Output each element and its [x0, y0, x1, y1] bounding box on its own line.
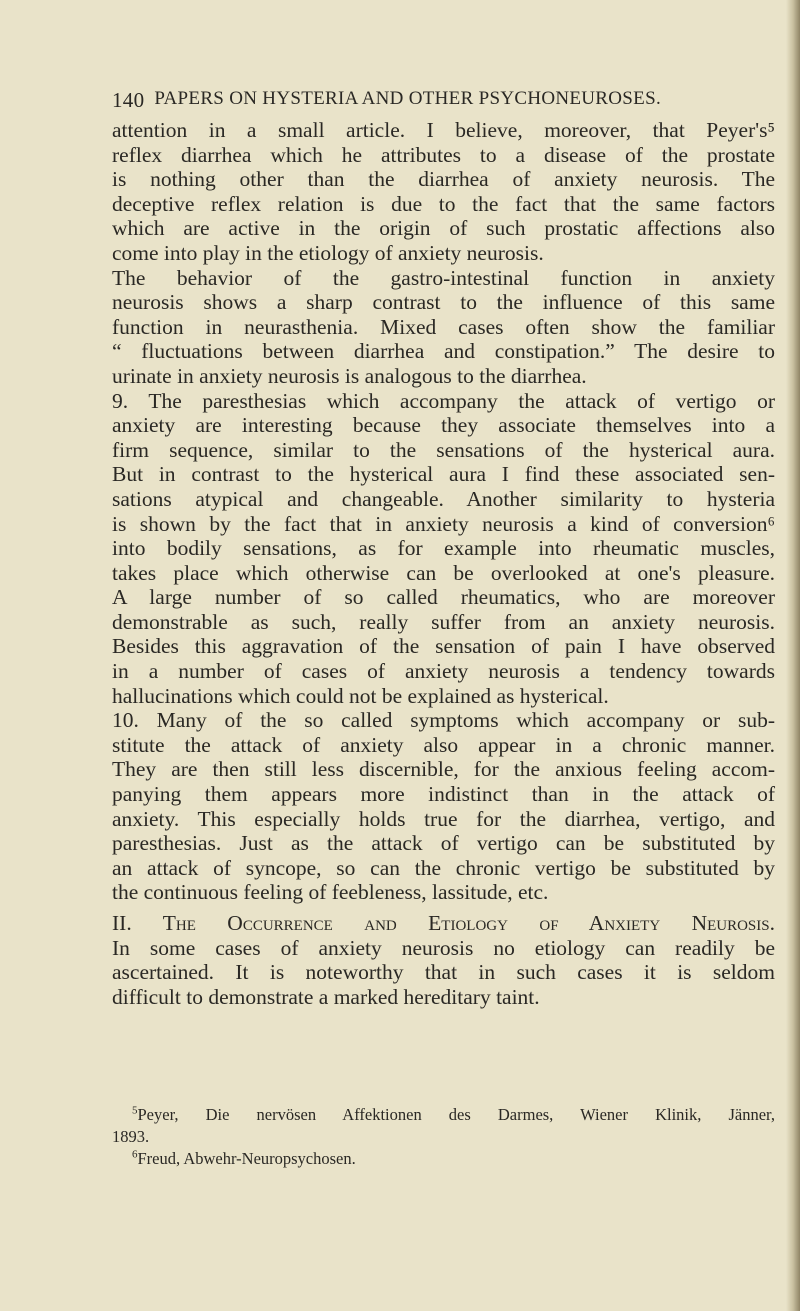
- section-heading: II. The Occurrence and Etiology of Anxiety Neurosis.: [112, 911, 775, 935]
- footnote-line: [112, 1104, 775, 1126]
- text-line: an attack of syncope, so can the chronic vertigo be substituted by: [112, 855, 775, 880]
- text-line: panying them appears more indistinct than in the attack of: [112, 782, 775, 807]
- text-line: They are then still less discernible, for the anxious feeling accom-: [112, 757, 775, 782]
- footnote-marker: 6: [132, 1148, 138, 1161]
- text-line: stitute the attack of anxiety also appear in a chronic manner.: [112, 732, 775, 757]
- paragraphs: [112, 118, 775, 905]
- body-text: [112, 118, 775, 1009]
- text-line: is shown by the fact that in anxiety neurosis a kind of conversion⁶: [112, 511, 775, 536]
- section-paragraphs: [112, 936, 775, 1010]
- footnote-text: Peyer, Die nervösen Affektionen des Darmes, Wiener Klinik, Jänner,: [137, 1105, 775, 1124]
- text-line: hallucinations which could not be explained as hysterical.: [112, 683, 609, 708]
- text-line: Besides this aggravation of the sensation of pain I have observed: [112, 634, 775, 659]
- text-line: 10. Many of the so called symptoms which accompany or sub-: [112, 708, 775, 733]
- text-line: which are active in the origin of such prostatic affections also: [112, 216, 775, 241]
- text-line: attention in a small article. I believe, moreover, that Peyer's⁵: [112, 118, 775, 142]
- paragraph: [112, 936, 775, 1010]
- text-line: demonstrable as such, really suffer from an anxiety neurosis.: [112, 609, 775, 634]
- footnote-text: Freud, Abwehr-Neuropsychosen.: [137, 1149, 356, 1168]
- footnote-line: [112, 1148, 775, 1170]
- text-line: neurosis shows a sharp contrast to the influence of this same: [112, 290, 775, 315]
- footnote-marker: 5: [132, 1104, 138, 1117]
- footnote-line: [112, 1126, 775, 1148]
- running-header: [112, 88, 775, 113]
- text-line: “ fluctuations between diarrhea and constipation.” The desire to: [112, 339, 775, 364]
- paragraph: [112, 118, 775, 266]
- paragraph: [112, 708, 775, 905]
- text-line: difficult to demonstrate a marked hereditary taint.: [112, 984, 540, 1009]
- text-line: The behavior of the gastro-intestinal function in anxiety: [112, 265, 775, 290]
- text-line: urinate in anxiety neurosis is analogous to the diarrhea.: [112, 363, 587, 388]
- text-line: In some cases of anxiety neurosis no etiology can readily be: [112, 935, 775, 960]
- text-line: ascertained. It is noteworthy that in such cases it is seldom: [112, 960, 775, 985]
- text-line: come into play in the etiology of anxiety neurosis.: [112, 240, 544, 265]
- text-line: firm sequence, similar to the sensations of the hysterical aura.: [112, 437, 775, 462]
- text-line: reflex diarrhea which he attributes to a disease of the prostate: [112, 142, 775, 167]
- text-line: anxiety. This especially holds true for the diarrhea, vertigo, and: [112, 806, 775, 831]
- page-edge-shadow: [786, 0, 800, 1311]
- text-line: But in contrast to the hysterical aura I find these associated sen-: [112, 462, 775, 487]
- text-line: takes place which otherwise can be overlooked at one's pleasure.: [112, 560, 775, 585]
- text-line: the continuous feeling of feebleness, lassitude, etc.: [112, 880, 549, 905]
- text-line: into bodily sensations, as for example into rheumatic muscles,: [112, 536, 775, 561]
- text-line: in a number of cases of anxiety neurosis a tendency towards: [112, 659, 775, 684]
- text-line: 9. The paresthesias which accompany the attack of vertigo or: [112, 388, 775, 413]
- text-line: anxiety are interesting because they associate themselves into a: [112, 413, 775, 438]
- text-line: function in neurasthenia. Mixed cases often show the familiar: [112, 314, 775, 339]
- footnote-text: 1893.: [112, 1127, 150, 1146]
- running-title: PAPERS ON HYSTERIA AND OTHER PSYCHONEUROSES.: [154, 88, 661, 109]
- text-line: A large number of so called rheumatics, who are moreover: [112, 585, 775, 610]
- text-line: sations atypical and changeable. Another similarity to hysteria: [112, 486, 775, 511]
- text-line: deceptive reflex relation is due to the fact that the same factors: [112, 191, 775, 216]
- paragraph: [112, 266, 775, 389]
- footnotes: [112, 1104, 775, 1170]
- text-line: paresthesias. Just as the attack of vertigo can be substituted by: [112, 831, 775, 856]
- paragraph: [112, 389, 775, 709]
- page-number: 140: [112, 88, 145, 112]
- text-line: is nothing other than the diarrhea of anxiety neurosis. The: [112, 167, 775, 192]
